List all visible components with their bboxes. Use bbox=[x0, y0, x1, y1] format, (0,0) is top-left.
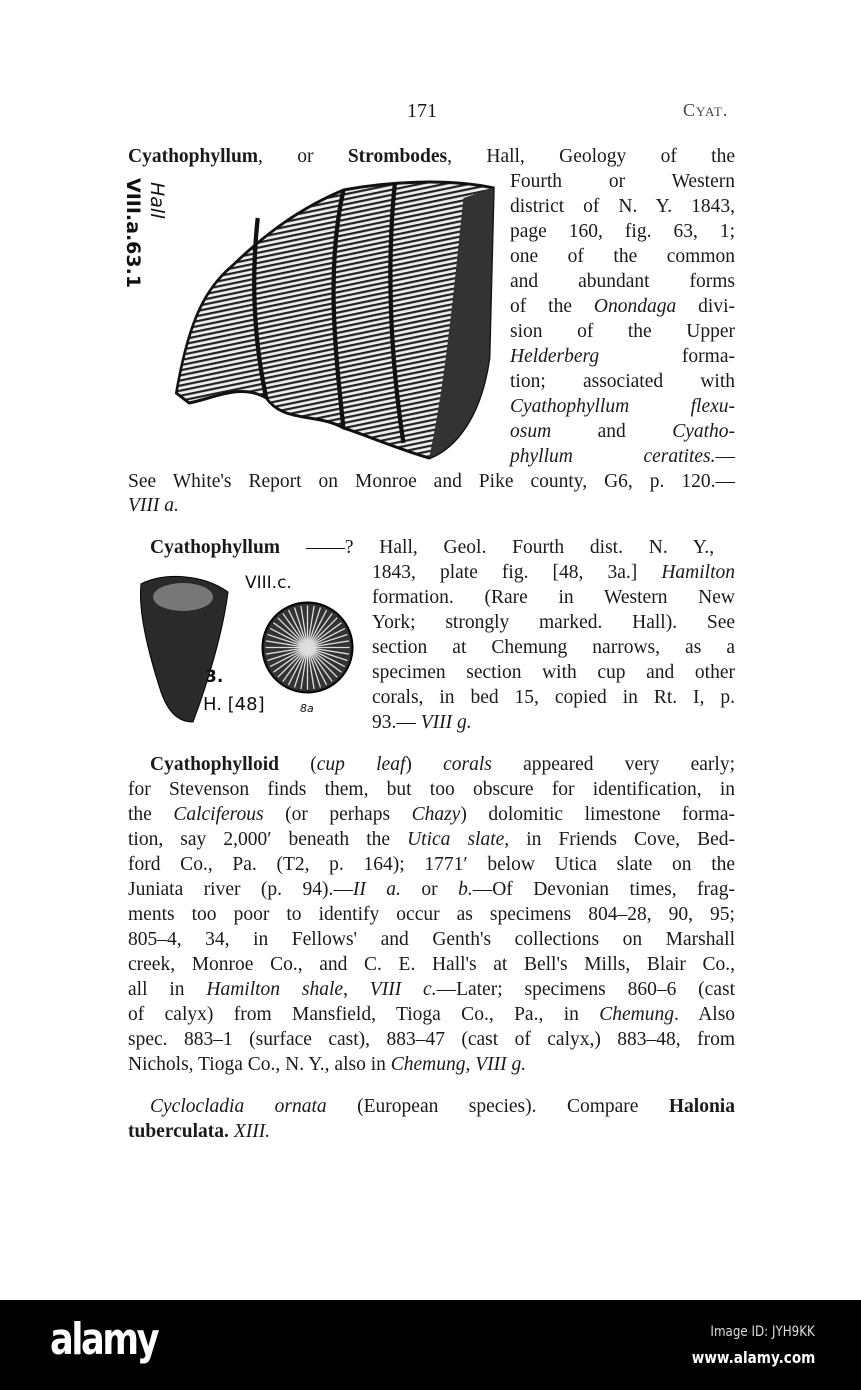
italic-text: Chemung bbox=[390, 1054, 466, 1075]
text-run: ——? Hall, Geol. Fourth dist. N. Y., bbox=[280, 537, 715, 558]
entry3-line bbox=[128, 828, 735, 852]
text-run: the bbox=[128, 804, 174, 825]
entry1-line bbox=[128, 494, 179, 518]
text-run: for Stevenson finds them, but too obscure for identification, in bbox=[128, 779, 736, 800]
italic-text: phyllum ceratites. bbox=[510, 446, 716, 467]
text-run: tion; associated with bbox=[510, 371, 735, 392]
entry2-line bbox=[372, 661, 735, 685]
entry1-line bbox=[510, 370, 735, 394]
entry3-line bbox=[128, 1028, 735, 1052]
alamy-logo: alamy bbox=[50, 1314, 158, 1365]
text-run: ford Co., Pa. (T2, p. 164); 1771′ below Utica slate on the bbox=[128, 854, 736, 875]
figure-label-8a: 8a bbox=[300, 702, 314, 715]
watermark-bar bbox=[0, 1300, 861, 1390]
entry1-line bbox=[510, 245, 735, 269]
italic-text: VIII a. bbox=[128, 495, 179, 516]
italic-text: osum bbox=[510, 421, 552, 442]
text-run: , in Friends Cove, Bed- bbox=[504, 829, 736, 850]
text-run: or bbox=[400, 879, 459, 900]
text-run: —Of Devonian times, frag- bbox=[472, 879, 735, 900]
text-run: 93.— bbox=[372, 712, 421, 733]
figure-label-h48: H. [48] bbox=[203, 694, 265, 715]
bold-term: Strombodes bbox=[347, 146, 448, 167]
entry3-line bbox=[128, 803, 735, 827]
text-run: ) bbox=[405, 754, 444, 775]
italic-text: Calciferous bbox=[173, 804, 264, 825]
bold-term: tuberculata. bbox=[128, 1121, 229, 1142]
running-head: Cyat. bbox=[683, 100, 729, 120]
text-run: , or bbox=[258, 146, 348, 167]
bold-term: Cyathophyllum bbox=[128, 146, 259, 167]
text-run: , Hall, Geology of the bbox=[447, 146, 736, 167]
text-run: ( bbox=[278, 754, 317, 775]
text-run: (European species). Compare bbox=[326, 1096, 669, 1117]
text-run: page 160, fig. 63, 1; bbox=[510, 221, 735, 242]
italic-text: Chemung bbox=[599, 1004, 675, 1025]
entry2-line bbox=[372, 711, 472, 735]
text-run: , bbox=[465, 1054, 476, 1075]
entry1-line bbox=[128, 470, 735, 494]
entry2-line bbox=[372, 586, 735, 610]
text-run: 1843, plate fig. [48, 3a.] bbox=[372, 562, 662, 583]
text-run: See White's Report on Monroe and Pike county, G6, p. 120.— bbox=[128, 471, 735, 492]
entry3-line bbox=[128, 1053, 526, 1077]
entry1-line bbox=[510, 195, 735, 219]
entry2-line bbox=[372, 561, 735, 585]
italic-text: ladia ornata bbox=[204, 1096, 327, 1117]
text-run: spec. 883–1 (surface cast), 883–47 (cast of calyx,) 883–48, from bbox=[128, 1029, 735, 1050]
text-run: formation. (Rare in Western New bbox=[372, 587, 735, 608]
text-run: appeared very early; bbox=[491, 754, 735, 775]
text-run: ments too poor to identify occur as specimens 804–28, 90, 95; bbox=[128, 904, 735, 925]
italic-text: Hamilton bbox=[661, 562, 735, 583]
italic-text: Cyatho- bbox=[672, 421, 736, 442]
entry1-line bbox=[510, 345, 735, 369]
text-run: corals, in bed 15, copied in Rt. I, p. bbox=[372, 687, 735, 708]
image-id: Image ID: JYH9KK bbox=[710, 1324, 815, 1340]
entry1-line bbox=[510, 295, 735, 319]
entry3-line bbox=[128, 853, 735, 877]
text-run: specimen section with cup and other bbox=[372, 662, 735, 683]
text-run: 805–4, 34, in Fellows' and Genth's collections on Marshall bbox=[128, 929, 736, 950]
figure-label-hall: Hall bbox=[146, 182, 168, 219]
italic-text: Hamilton shale bbox=[206, 979, 344, 1000]
italic-text: Chazy bbox=[411, 804, 461, 825]
text-run: York; strongly marked. Hall). See bbox=[372, 612, 736, 633]
entry3-line bbox=[128, 1003, 735, 1027]
text-run: . Also bbox=[674, 1004, 736, 1025]
text-run: divi- bbox=[676, 296, 735, 317]
entry2-line bbox=[150, 536, 714, 560]
entry2-line bbox=[372, 611, 735, 635]
bold-term: Halonia bbox=[668, 1096, 735, 1117]
entry4-line bbox=[128, 1120, 270, 1144]
italic-text: cup leaf bbox=[316, 754, 406, 775]
text-run: and abundant forms bbox=[510, 271, 735, 292]
italic-text: XIII. bbox=[233, 1121, 271, 1142]
text-run: one of the common bbox=[510, 246, 736, 267]
entry2-line bbox=[372, 686, 735, 710]
italic-text: Helderberg bbox=[510, 346, 600, 367]
entry3-line bbox=[128, 953, 735, 977]
text-run: district of N. Y. 1843, bbox=[510, 196, 735, 217]
text-run: of the bbox=[510, 296, 594, 317]
entry3-line bbox=[150, 753, 735, 777]
entry1-line bbox=[510, 420, 735, 444]
entry3-line bbox=[128, 778, 735, 802]
figure-label-viii-c: VIII.c. bbox=[245, 573, 292, 593]
entry1-line bbox=[510, 270, 735, 294]
site-url: www.alamy.com bbox=[691, 1348, 815, 1367]
figure-label-plate: VIII.a.63.1 bbox=[122, 178, 144, 289]
italic-text: Cycloc bbox=[150, 1096, 205, 1117]
entry1-line bbox=[510, 220, 735, 244]
italic-text: VIII g. bbox=[475, 1054, 527, 1075]
figure-label-3: 3. bbox=[205, 667, 224, 687]
italic-text: Cyathophyllum flexu- bbox=[510, 396, 735, 417]
text-run: creek, Monroe Co., and C. E. Hall's at Bell's Mills, Blair Co., bbox=[128, 954, 736, 975]
italic-text: Onondaga bbox=[593, 296, 677, 317]
entry2-line bbox=[372, 636, 735, 660]
entry1-line bbox=[510, 320, 735, 344]
entry1-line bbox=[510, 445, 735, 469]
page-number: 171 bbox=[407, 100, 437, 122]
text-run: Fourth or Western bbox=[510, 171, 735, 192]
text-run: forma- bbox=[599, 346, 735, 367]
cyathophyllum-illustration bbox=[172, 178, 502, 468]
text-run: of calyx) from Mansfield, Tioga Co., Pa., in bbox=[128, 1004, 600, 1025]
entry4-line bbox=[150, 1095, 735, 1119]
text-run: , bbox=[343, 979, 370, 1000]
entry3-line bbox=[128, 878, 735, 902]
text-run: —Later; specimens 860–6 (cast bbox=[436, 979, 735, 1000]
italic-text: Utica slate bbox=[407, 829, 505, 850]
text-run: section at Chemung narrows, as a bbox=[372, 637, 735, 658]
text-run: Juniata river (p. 94).— bbox=[128, 879, 353, 900]
coral-section-disc-illustration bbox=[260, 600, 355, 695]
text-run: tion, say 2,000′ beneath the bbox=[128, 829, 408, 850]
italic-text: b. bbox=[458, 879, 473, 900]
text-run: Nichols, Tioga Co., N. Y., also in bbox=[128, 1054, 391, 1075]
text-run: sion of the Upper bbox=[510, 321, 735, 342]
entry3-line bbox=[128, 903, 735, 927]
entry3-line bbox=[128, 928, 735, 952]
italic-text: VIII g. bbox=[420, 712, 472, 733]
bold-term: Cyathophylloid bbox=[150, 754, 279, 775]
entry1-line bbox=[128, 145, 735, 169]
entry1-line bbox=[510, 170, 735, 194]
text-run: ) dolomitic limestone forma- bbox=[460, 804, 735, 825]
entry1-line bbox=[510, 395, 735, 419]
text-run: and bbox=[551, 421, 673, 442]
text-run: (or perhaps bbox=[263, 804, 412, 825]
bold-term: Cyathophyllum bbox=[150, 537, 281, 558]
italic-text: II a. bbox=[352, 879, 401, 900]
italic-text: corals bbox=[443, 754, 492, 775]
text-run: — bbox=[715, 446, 735, 467]
italic-text: VIII c. bbox=[369, 979, 437, 1000]
entry3-line bbox=[128, 978, 735, 1002]
text-run: all in bbox=[128, 979, 207, 1000]
